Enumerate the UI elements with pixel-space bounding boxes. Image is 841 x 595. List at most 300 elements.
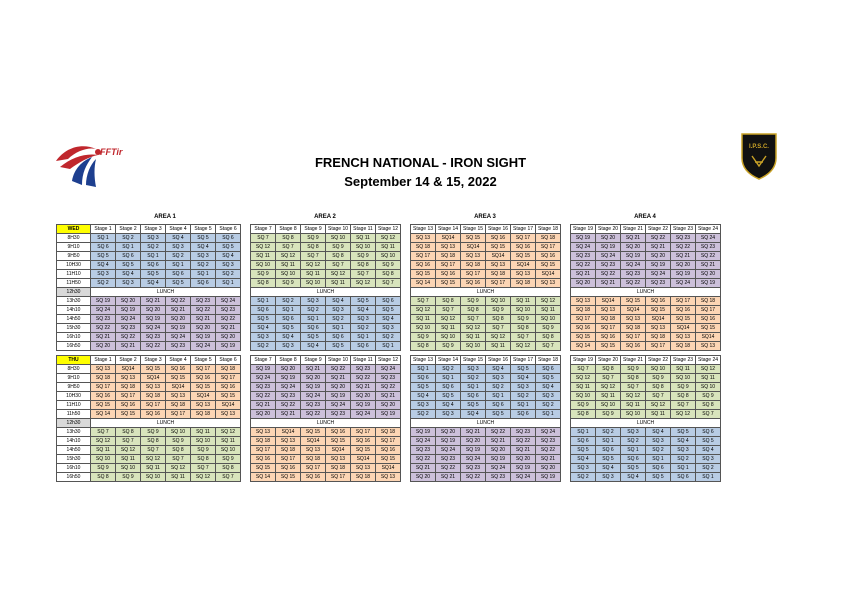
squad-cell: SQ 15 bbox=[696, 324, 721, 333]
squad-cell: SQ 17 bbox=[91, 383, 116, 392]
squad-cell: SQ 18 bbox=[141, 392, 166, 401]
squad-cell: SQ 6 bbox=[621, 455, 646, 464]
table-row bbox=[57, 315, 721, 324]
table-row bbox=[57, 383, 721, 392]
stage-header: Stage 11 bbox=[351, 356, 376, 365]
squad-cell: SQ 20 bbox=[596, 234, 621, 243]
squad-cell: SQ 11 bbox=[646, 410, 671, 419]
lunch-cell: LUNCH bbox=[571, 419, 721, 428]
table-row bbox=[57, 374, 721, 383]
squad-cell: SQ 11 bbox=[696, 374, 721, 383]
squad-cell: SQ 17 bbox=[621, 333, 646, 342]
squad-cell: SQ 17 bbox=[646, 342, 671, 351]
time-cell: 16h50 bbox=[57, 342, 91, 351]
squad-cell: SQ 3 bbox=[166, 243, 191, 252]
stage-header: Stage 13 bbox=[411, 225, 436, 234]
squad-cell: SQ 10 bbox=[301, 279, 326, 288]
squad-cell: SQ 10 bbox=[696, 383, 721, 392]
time-cell: 14h50 bbox=[57, 315, 91, 324]
squad-cell: SQ 23 bbox=[116, 324, 141, 333]
squad-cell: SQ 7 bbox=[646, 392, 671, 401]
squad-cell: SQ 17 bbox=[436, 261, 461, 270]
squad-cell: SQ 18 bbox=[376, 428, 401, 437]
squad-cell: SQ 4 bbox=[191, 243, 216, 252]
squad-cell: SQ 12 bbox=[511, 342, 536, 351]
squad-cell: SQ 12 bbox=[621, 392, 646, 401]
lunch-cell: LUNCH bbox=[571, 288, 721, 297]
squad-cell: SQ 16 bbox=[621, 342, 646, 351]
stage-header: Stage 7 bbox=[251, 356, 276, 365]
area-gap bbox=[401, 437, 411, 446]
squad-cell: SQ 16 bbox=[276, 464, 301, 473]
squad-cell: SQ14 bbox=[326, 446, 351, 455]
page-subtitle: September 14 & 15, 2022 bbox=[344, 174, 497, 189]
day-label: WED bbox=[57, 225, 91, 234]
squad-cell: SQ 10 bbox=[251, 261, 276, 270]
squad-cell: SQ 7 bbox=[511, 333, 536, 342]
table-row bbox=[57, 437, 721, 446]
squad-cell: SQ 19 bbox=[166, 324, 191, 333]
squad-cell: SQ 19 bbox=[671, 270, 696, 279]
squad-cell: SQ14 bbox=[276, 428, 301, 437]
squad-cell: SQ 3 bbox=[436, 410, 461, 419]
squad-cell: SQ 3 bbox=[646, 437, 671, 446]
area-gap bbox=[561, 306, 571, 315]
squad-cell: SQ 11 bbox=[376, 243, 401, 252]
squad-cell: SQ 18 bbox=[646, 333, 671, 342]
squad-cell: SQ 6 bbox=[646, 464, 671, 473]
stage-header: Stage 13 bbox=[411, 356, 436, 365]
squad-cell: SQ 17 bbox=[461, 270, 486, 279]
area-gap bbox=[561, 473, 571, 482]
squad-cell: SQ 21 bbox=[166, 306, 191, 315]
squad-cell: SQ 13 bbox=[511, 270, 536, 279]
table-row bbox=[57, 333, 721, 342]
squad-cell: SQ 20 bbox=[351, 392, 376, 401]
stage-header: Stage 20 bbox=[596, 225, 621, 234]
squad-cell: SQ 16 bbox=[596, 333, 621, 342]
area-gap bbox=[241, 401, 251, 410]
lunch-cell: LUNCH bbox=[251, 288, 401, 297]
squad-cell: SQ 21 bbox=[301, 365, 326, 374]
stage-header: Stage 2 bbox=[116, 356, 141, 365]
squad-cell: SQ 17 bbox=[351, 428, 376, 437]
squad-cell: SQ 3 bbox=[596, 473, 621, 482]
squad-cell: SQ 20 bbox=[486, 446, 511, 455]
area-gap bbox=[241, 252, 251, 261]
stage-header: Stage 20 bbox=[596, 356, 621, 365]
squad-cell: SQ 18 bbox=[596, 315, 621, 324]
squad-cell: SQ 5 bbox=[536, 374, 561, 383]
squad-cell: SQ 20 bbox=[116, 297, 141, 306]
squad-cell: SQ 1 bbox=[91, 234, 116, 243]
area-gap bbox=[241, 234, 251, 243]
squad-cell: SQ 13 bbox=[696, 342, 721, 351]
squad-cell: SQ 10 bbox=[141, 473, 166, 482]
squad-cell: SQ 4 bbox=[301, 342, 326, 351]
area-gap bbox=[241, 333, 251, 342]
squad-cell: SQ 23 bbox=[571, 252, 596, 261]
squad-cell: SQ 8 bbox=[141, 437, 166, 446]
squad-cell: SQ 18 bbox=[216, 365, 241, 374]
squad-cell: SQ 21 bbox=[251, 401, 276, 410]
squad-cell: SQ 16 bbox=[301, 473, 326, 482]
squad-cell: SQ 3 bbox=[116, 279, 141, 288]
squad-cell: SQ 7 bbox=[251, 234, 276, 243]
squad-cell: SQ 4 bbox=[351, 306, 376, 315]
squad-cell: SQ 8 bbox=[596, 365, 621, 374]
squad-cell: SQ 19 bbox=[141, 315, 166, 324]
area-gap bbox=[241, 270, 251, 279]
squad-cell: SQ 2 bbox=[461, 374, 486, 383]
squad-cell: SQ 4 bbox=[166, 234, 191, 243]
time-cell: 15h30 bbox=[57, 455, 91, 464]
squad-cell: SQ 3 bbox=[326, 306, 351, 315]
squad-cell: SQ 10 bbox=[671, 374, 696, 383]
area-gap bbox=[401, 261, 411, 270]
time-cell: 9H10 bbox=[57, 243, 91, 252]
squad-cell: SQ 16 bbox=[191, 374, 216, 383]
time-cell: 9H10 bbox=[57, 374, 91, 383]
squad-cell: SQ 8 bbox=[536, 333, 561, 342]
squad-cell: SQ 20 bbox=[671, 261, 696, 270]
area-gap bbox=[401, 243, 411, 252]
squad-cell: SQ 1 bbox=[536, 410, 561, 419]
squad-cell: SQ 24 bbox=[486, 464, 511, 473]
squad-cell: SQ 20 bbox=[511, 455, 536, 464]
squad-cell: SQ 8 bbox=[511, 324, 536, 333]
squad-cell: SQ 13 bbox=[166, 392, 191, 401]
squad-cell: SQ 17 bbox=[571, 315, 596, 324]
squad-cell: SQ 20 bbox=[536, 464, 561, 473]
squad-cell: SQ 2 bbox=[276, 297, 301, 306]
squad-cell: SQ 6 bbox=[571, 437, 596, 446]
squad-cell: SQ 12 bbox=[351, 279, 376, 288]
lunch-cell: LUNCH bbox=[91, 419, 241, 428]
squad-cell: SQ 8 bbox=[461, 306, 486, 315]
stage-header: Stage 3 bbox=[141, 225, 166, 234]
stage-header: Stage 17 bbox=[511, 225, 536, 234]
area-gap bbox=[561, 464, 571, 473]
squad-cell: SQ 3 bbox=[671, 446, 696, 455]
area-gap bbox=[241, 324, 251, 333]
squad-cell: SQ 17 bbox=[276, 455, 301, 464]
squad-cell: SQ 17 bbox=[486, 279, 511, 288]
squad-cell: SQ 2 bbox=[116, 234, 141, 243]
squad-cell: SQ 8 bbox=[166, 446, 191, 455]
squad-cell: SQ 21 bbox=[116, 342, 141, 351]
squad-cell: SQ 24 bbox=[191, 342, 216, 351]
squad-cell: SQ 21 bbox=[191, 315, 216, 324]
squad-cell: SQ 3 bbox=[536, 392, 561, 401]
squad-cell: SQ 19 bbox=[216, 342, 241, 351]
stage-header: Stage 21 bbox=[621, 356, 646, 365]
stage-header: Stage 12 bbox=[376, 356, 401, 365]
area-gap bbox=[401, 342, 411, 351]
squad-cell: SQ 22 bbox=[91, 324, 116, 333]
squad-cell: SQ 4 bbox=[141, 279, 166, 288]
squad-cell: SQ 24 bbox=[596, 252, 621, 261]
squad-cell: SQ 7 bbox=[436, 306, 461, 315]
squad-cell: SQ 7 bbox=[166, 455, 191, 464]
squad-cell: SQ 8 bbox=[216, 464, 241, 473]
squad-cell: SQ 15 bbox=[571, 333, 596, 342]
squad-cell: SQ 23 bbox=[326, 410, 351, 419]
stage-header: Stage 19 bbox=[571, 225, 596, 234]
squad-cell: SQ 4 bbox=[91, 261, 116, 270]
squad-cell: SQ 16 bbox=[351, 437, 376, 446]
squad-cell: SQ 12 bbox=[216, 428, 241, 437]
squad-cell: SQ 22 bbox=[351, 374, 376, 383]
squad-cell: SQ 1 bbox=[511, 401, 536, 410]
squad-cell: SQ 6 bbox=[276, 315, 301, 324]
area-gap bbox=[561, 428, 571, 437]
squad-cell: SQ 2 bbox=[216, 270, 241, 279]
squad-cell: SQ 23 bbox=[216, 306, 241, 315]
squad-cell: SQ 2 bbox=[511, 392, 536, 401]
squad-cell: SQ 22 bbox=[301, 410, 326, 419]
fftir-logo-text: FFTir bbox=[100, 147, 123, 157]
area-labels bbox=[0, 214, 841, 223]
squad-cell: SQ 10 bbox=[571, 392, 596, 401]
squad-cell: SQ 24 bbox=[411, 437, 436, 446]
squad-cell: SQ 7 bbox=[596, 374, 621, 383]
squad-cell: SQ 16 bbox=[141, 410, 166, 419]
squad-cell: SQ 8 bbox=[116, 428, 141, 437]
area-gap bbox=[561, 446, 571, 455]
squad-cell: SQ 8 bbox=[646, 383, 671, 392]
area-gap bbox=[241, 374, 251, 383]
squad-cell: SQ 6 bbox=[696, 428, 721, 437]
squad-cell: SQ 20 bbox=[376, 401, 401, 410]
squad-cell: SQ 16 bbox=[166, 365, 191, 374]
squad-cell: SQ 15 bbox=[461, 234, 486, 243]
squad-cell: SQ 23 bbox=[301, 401, 326, 410]
squad-cell: SQ 16 bbox=[251, 455, 276, 464]
area-gap bbox=[401, 419, 411, 428]
squad-cell: SQ 5 bbox=[571, 446, 596, 455]
page-title: FRENCH NATIONAL - IRON SIGHT bbox=[314, 155, 527, 170]
squad-cell: SQ 16 bbox=[571, 324, 596, 333]
stage-header: Stage 5 bbox=[191, 225, 216, 234]
squad-cell: SQ 19 bbox=[411, 428, 436, 437]
table-row bbox=[57, 401, 721, 410]
squad-cell: SQ 22 bbox=[621, 279, 646, 288]
area-gap bbox=[561, 324, 571, 333]
stage-header: Stage 1 bbox=[91, 225, 116, 234]
squad-cell: SQ 1 bbox=[191, 270, 216, 279]
squad-cell: SQ 19 bbox=[536, 473, 561, 482]
squad-cell: SQ 2 bbox=[671, 455, 696, 464]
area-gap bbox=[401, 374, 411, 383]
squad-cell: SQ 23 bbox=[646, 279, 671, 288]
squad-cell: SQ 13 bbox=[411, 234, 436, 243]
squad-cell: SQ 16 bbox=[216, 383, 241, 392]
squad-cell: SQ 24 bbox=[166, 333, 191, 342]
squad-cell: SQ 5 bbox=[216, 243, 241, 252]
time-cell: 16h10 bbox=[57, 464, 91, 473]
area-gap bbox=[401, 464, 411, 473]
squad-cell: SQ 7 bbox=[91, 428, 116, 437]
stage-header: Stage 11 bbox=[351, 225, 376, 234]
squad-cell: SQ 1 bbox=[376, 342, 401, 351]
squad-cell: SQ 18 bbox=[116, 383, 141, 392]
squad-cell: SQ 6 bbox=[326, 333, 351, 342]
squad-cell: SQ 13 bbox=[671, 333, 696, 342]
squad-cell: SQ 2 bbox=[91, 279, 116, 288]
area-gap bbox=[241, 342, 251, 351]
squad-cell: SQ 1 bbox=[216, 279, 241, 288]
squad-cell: SQ 22 bbox=[511, 437, 536, 446]
squad-cell: SQ 5 bbox=[251, 315, 276, 324]
squad-cell: SQ 18 bbox=[536, 234, 561, 243]
area-gap bbox=[401, 270, 411, 279]
squad-cell: SQ 24 bbox=[116, 315, 141, 324]
area-gap bbox=[561, 419, 571, 428]
squad-cell: SQ 22 bbox=[326, 365, 351, 374]
squad-cell: SQ 11 bbox=[511, 297, 536, 306]
squad-cell: SQ 24 bbox=[276, 383, 301, 392]
squad-cell: SQ 22 bbox=[571, 261, 596, 270]
stage-header: Stage 24 bbox=[696, 225, 721, 234]
squad-cell: SQ14 bbox=[141, 374, 166, 383]
squad-cell: SQ 13 bbox=[436, 243, 461, 252]
squad-cell: SQ 12 bbox=[251, 243, 276, 252]
lunch-row bbox=[57, 419, 721, 428]
table-row bbox=[57, 279, 721, 288]
squad-cell: SQ 9 bbox=[571, 401, 596, 410]
squad-cell: SQ 16 bbox=[486, 234, 511, 243]
squad-cell: SQ 24 bbox=[571, 243, 596, 252]
squad-cell: SQ 12 bbox=[696, 365, 721, 374]
time-cell: 10H30 bbox=[57, 261, 91, 270]
squad-cell: SQ 17 bbox=[301, 464, 326, 473]
squad-cell: SQ 17 bbox=[191, 365, 216, 374]
lunch-row bbox=[57, 288, 721, 297]
squad-cell: SQ 13 bbox=[536, 279, 561, 288]
squad-cell: SQ 16 bbox=[646, 297, 671, 306]
squad-cell: SQ 17 bbox=[326, 473, 351, 482]
squad-cell: SQ 13 bbox=[141, 383, 166, 392]
squad-cell: SQ 17 bbox=[141, 401, 166, 410]
squad-cell: SQ 18 bbox=[276, 446, 301, 455]
squad-cell: SQ 20 bbox=[436, 428, 461, 437]
area-gap bbox=[401, 324, 411, 333]
squad-cell: SQ 19 bbox=[461, 446, 486, 455]
squad-cell: SQ 21 bbox=[486, 437, 511, 446]
squad-cell: SQ 2 bbox=[621, 437, 646, 446]
squad-cell: SQ 1 bbox=[411, 365, 436, 374]
area-gap bbox=[241, 392, 251, 401]
stage-header: Stage 14 bbox=[436, 225, 461, 234]
squad-cell: SQ 10 bbox=[326, 234, 351, 243]
area-gap bbox=[401, 234, 411, 243]
squad-cell: SQ 1 bbox=[251, 297, 276, 306]
area-gap bbox=[241, 279, 251, 288]
squad-cell: SQ 3 bbox=[511, 383, 536, 392]
squad-cell: SQ 15 bbox=[411, 270, 436, 279]
squad-cell: SQ 8 bbox=[411, 342, 436, 351]
squad-cell: SQ 15 bbox=[166, 374, 191, 383]
squad-cell: SQ 1 bbox=[596, 437, 621, 446]
area-gap bbox=[401, 365, 411, 374]
time-cell: 12h30 bbox=[57, 288, 91, 297]
area-gap bbox=[401, 288, 411, 297]
squad-cell: SQ 11 bbox=[486, 342, 511, 351]
time-cell: 11H10 bbox=[57, 401, 91, 410]
stage-header: Stage 19 bbox=[571, 356, 596, 365]
area-gap bbox=[241, 383, 251, 392]
area-gap bbox=[561, 288, 571, 297]
squad-cell: SQ 1 bbox=[671, 464, 696, 473]
squad-cell: SQ 7 bbox=[461, 315, 486, 324]
table-row bbox=[57, 455, 721, 464]
squad-cell: SQ 22 bbox=[671, 243, 696, 252]
squad-cell: SQ14 bbox=[486, 252, 511, 261]
squad-cell: SQ 16 bbox=[91, 392, 116, 401]
area-gap bbox=[561, 374, 571, 383]
squad-cell: SQ 23 bbox=[621, 270, 646, 279]
squad-cell: SQ 7 bbox=[301, 252, 326, 261]
squad-cell: SQ 24 bbox=[536, 428, 561, 437]
squad-cell: SQ 4 bbox=[696, 446, 721, 455]
squad-cell: SQ 18 bbox=[166, 401, 191, 410]
stage-header: Stage 1 bbox=[91, 356, 116, 365]
squad-cell: SQ 15 bbox=[596, 342, 621, 351]
squad-cell: SQ 24 bbox=[671, 279, 696, 288]
squad-cell: SQ 3 bbox=[461, 365, 486, 374]
squad-cell: SQ 6 bbox=[671, 473, 696, 482]
squad-cell: SQ 17 bbox=[216, 374, 241, 383]
area-gap bbox=[561, 270, 571, 279]
squad-cell: SQ 3 bbox=[91, 270, 116, 279]
squad-cell: SQ14 bbox=[621, 306, 646, 315]
area-gap bbox=[401, 225, 411, 234]
squad-cell: SQ 14 bbox=[571, 342, 596, 351]
squad-cell: SQ 17 bbox=[671, 297, 696, 306]
squad-cell: SQ 2 bbox=[251, 342, 276, 351]
area-gap bbox=[401, 473, 411, 482]
area-gap bbox=[401, 446, 411, 455]
squad-cell: SQ 3 bbox=[141, 234, 166, 243]
squad-cell: SQ 21 bbox=[141, 297, 166, 306]
squad-cell: SQ 18 bbox=[486, 270, 511, 279]
squad-cell: SQ 18 bbox=[671, 342, 696, 351]
squad-cell: SQ 4 bbox=[116, 270, 141, 279]
squad-cell: SQ 16 bbox=[411, 261, 436, 270]
squad-cell: SQ 7 bbox=[486, 324, 511, 333]
squad-cell: SQ 17 bbox=[376, 437, 401, 446]
squad-cell: SQ 24 bbox=[621, 261, 646, 270]
squad-cell: SQ 4 bbox=[411, 392, 436, 401]
squad-cell: SQ 13 bbox=[116, 374, 141, 383]
squad-cell: SQ 18 bbox=[251, 437, 276, 446]
squad-cell: SQ 2 bbox=[376, 333, 401, 342]
squad-cell: SQ 6 bbox=[191, 279, 216, 288]
squad-cell: SQ 19 bbox=[486, 455, 511, 464]
stage-header: Stage 17 bbox=[511, 356, 536, 365]
squad-cell: SQ 18 bbox=[191, 410, 216, 419]
squad-cell: SQ 16 bbox=[116, 401, 141, 410]
squad-cell: SQ 19 bbox=[511, 464, 536, 473]
squad-cell: SQ 2 bbox=[536, 401, 561, 410]
squad-cell: SQ 23 bbox=[251, 383, 276, 392]
squad-cell: SQ 3 bbox=[696, 455, 721, 464]
squad-cell: SQ 22 bbox=[696, 252, 721, 261]
squad-cell: SQ 3 bbox=[411, 401, 436, 410]
area-gap bbox=[241, 288, 251, 297]
squad-cell: SQ 5 bbox=[411, 383, 436, 392]
